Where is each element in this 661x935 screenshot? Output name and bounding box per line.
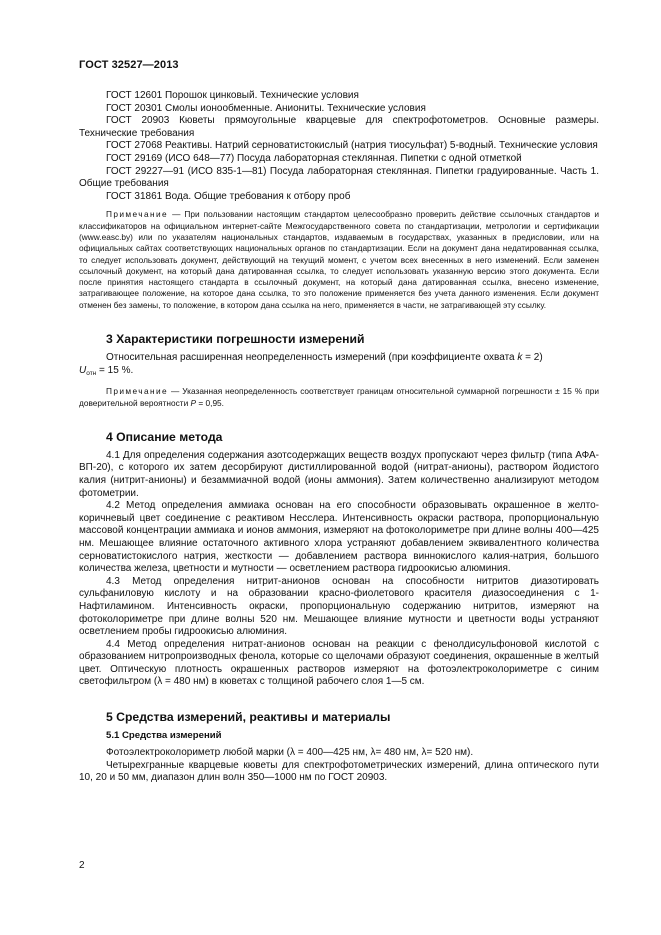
symbol-p: P — [190, 397, 197, 408]
ref-item: ГОСТ 31861 Вода. Общие требования к отбору проб — [106, 190, 351, 202]
paragraph-4-3: 4.3 Метод определения нитрит-анионов основан на способности нитритов диазотировать сульфаниловую кислоту и на образовании красно-фиолетового красителя диазосоединения с 1-Нафтиламином. Интенсивность окраски, пропорциональную содержанию нитритов, измеряют на фотоколориметре при длине волны 520 нм. Мешающее влияние мутности и цветности воды устраняют осветлением пробы гидроокисью алюминия. — [79, 575, 599, 638]
note-uncertainty — [79, 386, 599, 409]
subscript-otn: отн — [86, 369, 97, 377]
section-5-title: 5 Средства измерений, реактивы и материалы — [106, 710, 391, 725]
section-3-title: 3 Характеристики погрешности измерений — [106, 332, 365, 347]
text-span: = 15 %. — [96, 364, 134, 376]
page-number: 2 — [79, 860, 85, 871]
note-text: = 0,95. — [196, 397, 224, 408]
paragraph-4-4: 4.4 Метод определения нитрат-анионов основан на реакции с фенолдисульфоновой кислотой с образованием нитропроизводных фенола, которые со щелочами образуют соединения, окрашенные в желтый цвет. Оптическую плотность окрашенных растворов измеряют на фотоэлектроколориметре с синим светофильтром (λ = 480 нм) в кюветах с толщиной рабочего слоя 1—5 см. — [79, 638, 599, 688]
ref-item: ГОСТ 29227—91 (ИСО 835-1—81) Посуда лабораторная стеклянная. Пипетки градуированные. Часть 1. Общие требования — [79, 165, 599, 190]
note-text: — При пользовании настоящим стандартом целесообразно проверить действие ссылочных стандартов и классификаторов на официальном интернет-сайте Межгосударственного совета по стандартизации, метрологии и сертификации (www.easc.by) или по указателям национальных стандартов, издаваемым в государствах, указанных в предисловии, или на официальных сайтах соответствующих национальных органов по стандартизации. Если на документ дана недатированная ссылка, то следует использовать документ, действующий на текущий момент, с учетом всех внесенных в него изменений. Если заменен ссылочный документ, на который дана датированная ссылка, то следует использовать указанную версию этого документа. Если после принятия настоящего стандарта в ссылочный документ, на который дана датированная ссылка, внесено изменение, затрагивающее положение, на которое дана ссылка, то это положение применяется без учета данного изменения. Если документ отменен без замены, то положение, в котором дана ссылка на него, применяется в части, не затрагивающей эту ссылку. — [79, 209, 599, 310]
note-text: — Указанная неопределенность соответствует границам относительной суммарной погрешности ± 15 % при доверительной вероятности — [79, 386, 599, 408]
ref-item: ГОСТ 27068 Реактивы. Натрий серноватистокислый (натрия тиосульфат) 5-водный. Технические условия — [106, 140, 598, 152]
standard-header: ГОСТ 32527—2013 — [79, 59, 179, 71]
symbol-k: k — [517, 352, 523, 364]
ref-item: ГОСТ 12601 Порошок цинковый. Технические условия — [106, 90, 359, 101]
note-references — [79, 209, 599, 311]
text-span: Относительная расширенная неопределенность измерений (при коэффициенте охвата — [106, 352, 518, 364]
ref-item: ГОСТ 20301 Смолы ионообменные. Аниониты. Технические условия — [106, 102, 426, 114]
section-3-text — [79, 352, 599, 380]
paragraph-5-1-b: Четырехгранные кварцевые кюветы для спектрофотометрических измерений, длина оптического пути 10, 20 и 50 мм, диапазон длин волн 350—1000 нм по ГОСТ 20903. — [79, 759, 599, 784]
symbol-u: U — [79, 364, 87, 376]
paragraph-4-2: 4.2 Метод определения аммиака основан на его способности образовывать окрашенное в желто-коричневый цвет соединение с реактивом Несслера. Интенсивность окраски раствора, пропорциональную массовой концентрации аммиака и ионов аммония, измеряют на фотоколориметре при длине волны 400—425 нм. Мешающее влияние остаточного активного хлора устраняют добавлением эквивалентного количества серноватистокислого натрия, жесткости — добавлением раствора виннокислого калия-натрия, большого количества железа, цветности и мутности — осветлением раствора гидроокисью алюминия. — [79, 500, 599, 575]
subsection-5-1-title: 5.1 Средства измерений — [106, 730, 222, 742]
note-label: Примечание — [106, 386, 169, 397]
paragraph-4-1: 4.1 Для определения содержания азотсодержащих веществ воздух пропускают через фильтр (типа АФА-ВП-20), с которого их затем десорбируют дистиллированной водой (нитрат-анионы), раствором йодистого калия (нитрит-анионы) и безаммиачной водой (ионы аммония). Затем количественно анализируют методом фотометрии. — [79, 449, 599, 499]
section-4-title: 4 Описание метода — [106, 429, 223, 444]
ref-item: ГОСТ 29169 (ИСО 648—77) Посуда лабораторная стеклянная. Пипетки с одной отметкой — [106, 152, 522, 164]
page-content — [79, 90, 599, 785]
paragraph-5-1-a: Фотоэлектроколориметр любой марки (λ = 400—425 нм, λ= 480 нм, λ= 520 нм). — [106, 747, 474, 759]
note-label: Примечание — [106, 209, 169, 220]
text-span: = 2) — [522, 352, 543, 364]
ref-item: ГОСТ 20903 Кюветы прямоугольные кварцевые для спектрофотометров. Основные размеры. Технические требования — [79, 115, 599, 139]
